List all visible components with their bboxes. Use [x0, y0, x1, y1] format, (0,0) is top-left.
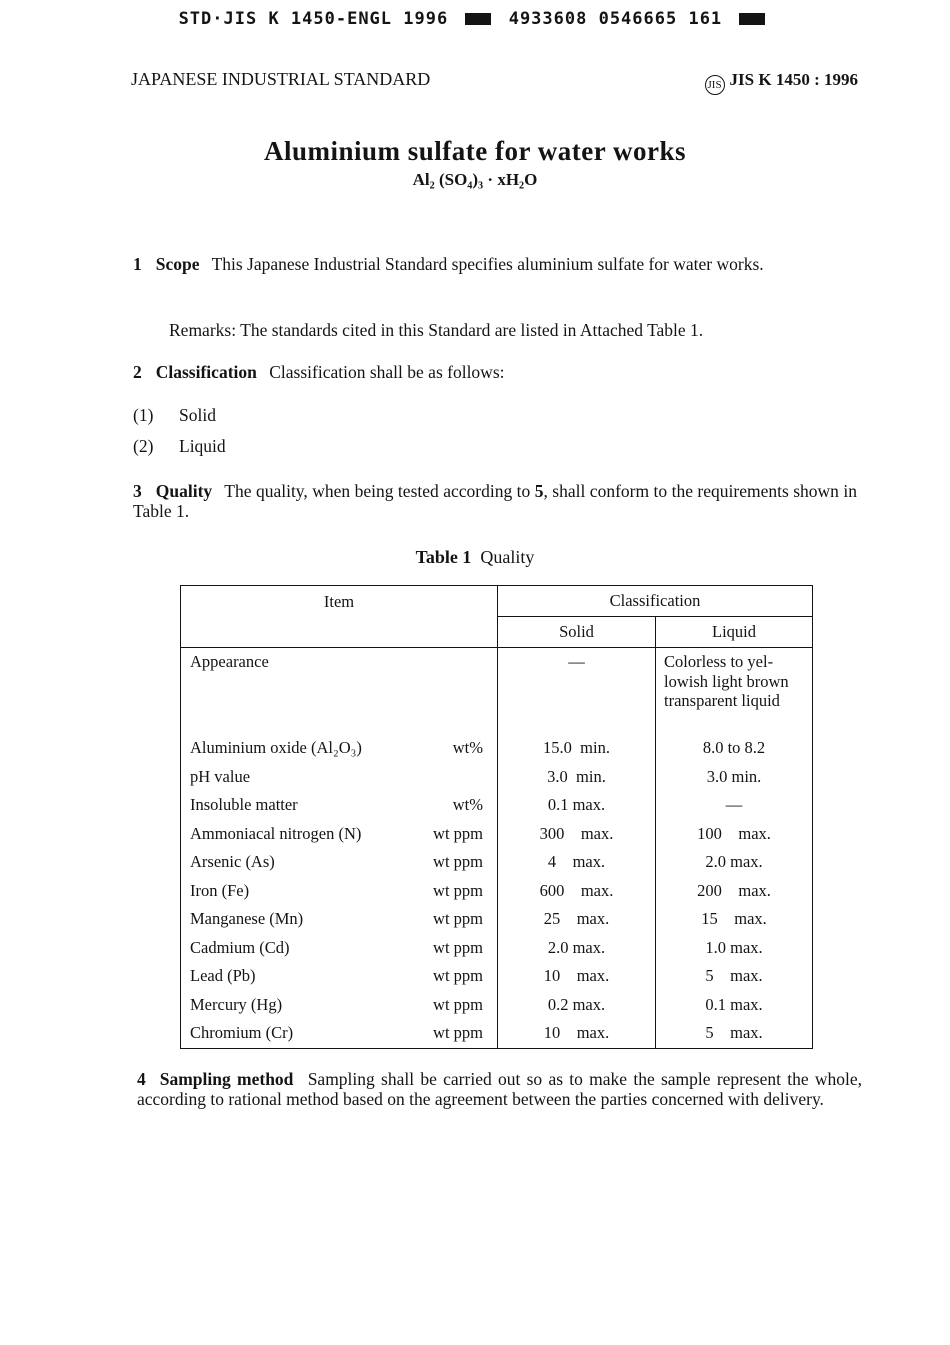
- section-classification: [133, 362, 857, 382]
- cell-unit: wt ppm: [433, 909, 483, 929]
- table-row: [181, 962, 813, 991]
- jis-mark-icon: JIS: [705, 75, 725, 95]
- cell-solid: 15.0 min.: [498, 734, 656, 763]
- column-header-classification: Classification: [498, 586, 813, 617]
- column-header-solid: Solid: [498, 617, 656, 648]
- table-row: [181, 991, 813, 1020]
- cell-solid: 3.0 min.: [498, 763, 656, 792]
- chemical-formula: Al₂ (SO₄)₃ · xH₂O: [412, 170, 538, 189]
- section-text: Sampling shall be carried out so as to make the sample represent the whole, according to rational method based on the agreement between the parties concerned with delivery.: [137, 1069, 863, 1109]
- cell-unit: wt ppm: [433, 937, 483, 957]
- table-row: [181, 877, 813, 906]
- table-caption: [0, 547, 950, 568]
- cell-unit: [411, 763, 498, 792]
- barcode-block-icon: [465, 13, 491, 25]
- column-header-liquid: Liquid: [656, 617, 813, 648]
- section-text: This Japanese Industrial Standard specifies aluminium sulfate for water works.: [211, 254, 764, 274]
- document-id-line: [0, 9, 950, 29]
- section-quality: [133, 481, 857, 521]
- section-heading: Scope: [155, 254, 200, 274]
- section-number: 1: [133, 254, 142, 274]
- cell-solid: 4 max.: [498, 848, 656, 877]
- remarks-note: Remarks: The standards cited in this Standard are listed in Attached Table 1.: [169, 320, 704, 340]
- cell-item: Aluminium oxide (Al₂O₃): [181, 734, 411, 763]
- cell-liquid: 5 max.: [656, 1019, 813, 1048]
- cell-liquid: 2.0 max.: [656, 848, 813, 877]
- table-row: [181, 934, 813, 963]
- table-row: [181, 820, 813, 849]
- cell-liquid: 0.1 max.: [656, 991, 813, 1020]
- section-number: 4: [137, 1069, 146, 1089]
- cell-unit: wt ppm: [433, 852, 483, 872]
- section-scope: [133, 254, 857, 274]
- cell-unit: wt ppm: [433, 994, 483, 1014]
- section-number: 3: [133, 481, 142, 501]
- table-row: [181, 648, 813, 735]
- cell-item: Insoluble matter: [181, 791, 411, 820]
- table-row: [181, 1019, 813, 1048]
- cell-solid: 0.1 max.: [498, 791, 656, 820]
- cell-item: pH value: [181, 763, 411, 792]
- cell-item: Lead (Pb): [181, 962, 411, 991]
- section-number: 2: [133, 362, 142, 382]
- section-heading: Classification: [155, 362, 257, 382]
- page-title: Aluminium sulfate for water works: [264, 136, 686, 166]
- cell-item: Arsenic (As): [181, 848, 411, 877]
- barcode-block-icon: [739, 13, 765, 25]
- table-row: [181, 848, 813, 877]
- standard-number-text: JIS K 1450 : 1996: [729, 70, 858, 89]
- cell-unit: wt ppm: [433, 823, 483, 843]
- cell-liquid: 3.0 min.: [656, 763, 813, 792]
- cell-unit: wt%: [452, 738, 483, 758]
- column-header-item: Item: [181, 586, 498, 648]
- organization-name: JAPANESE INDUSTRIAL STANDARD: [131, 69, 431, 89]
- list-item-number: (2): [133, 436, 154, 456]
- cell-solid: —: [498, 648, 656, 735]
- cell-solid: 600 max.: [498, 877, 656, 906]
- table-row: [181, 763, 813, 792]
- cell-item: Chromium (Cr): [181, 1019, 411, 1048]
- section-reference: 5: [534, 481, 544, 501]
- cell-liquid: 8.0 to 8.2: [656, 734, 813, 763]
- cell-solid: 25 max.: [498, 905, 656, 934]
- list-item-label: Solid: [179, 405, 216, 425]
- section-heading: Sampling method: [159, 1069, 294, 1089]
- cell-solid: 10 max.: [498, 962, 656, 991]
- cell-item: Ammoniacal nitrogen (N): [181, 820, 411, 849]
- cell-unit: wt%: [452, 795, 483, 815]
- cell-unit: wt ppm: [411, 1019, 498, 1048]
- cell-liquid: 1.0 max.: [656, 934, 813, 963]
- list-item: [133, 436, 226, 457]
- document-id-text: STD·JIS K 1450-ENGL 1996: [178, 9, 449, 29]
- cell-solid: 2.0 max.: [498, 934, 656, 963]
- cell-item: Cadmium (Cd): [181, 934, 411, 963]
- cell-liquid: 5 max.: [656, 962, 813, 991]
- list-item-label: Liquid: [179, 436, 226, 456]
- cell-liquid: Colorless to yel- lowish light brown transparent liquid: [656, 648, 813, 735]
- cell-unit: wt ppm: [433, 880, 483, 900]
- section-heading: Quality: [155, 481, 213, 501]
- cell-item: Appearance: [181, 648, 498, 735]
- cell-liquid: 15 max.: [656, 905, 813, 934]
- section-text: Classification shall be as follows:: [269, 362, 505, 382]
- table-caption-label: Table 1: [415, 547, 472, 567]
- list-item: [133, 405, 216, 426]
- cell-liquid: 200 max.: [656, 877, 813, 906]
- cell-liquid: 100 max.: [656, 820, 813, 849]
- table-row: [181, 905, 813, 934]
- quality-table: [180, 585, 813, 1049]
- cell-liquid: —: [656, 791, 813, 820]
- list-item-number: (1): [133, 405, 154, 425]
- section-sampling: [137, 1069, 862, 1109]
- standard-number: [705, 70, 858, 95]
- cell-solid: 10 max.: [498, 1019, 656, 1048]
- cell-solid: 0.2 max.: [498, 991, 656, 1020]
- table-row: [181, 791, 813, 820]
- cell-solid: 300 max.: [498, 820, 656, 849]
- cell-item: Iron (Fe): [181, 877, 411, 906]
- cell-unit: wt ppm: [433, 966, 483, 986]
- cell-item: Manganese (Mn): [181, 905, 411, 934]
- table-row: [181, 734, 813, 763]
- section-text: The quality, when being tested according to: [224, 481, 535, 501]
- document-id-code: 4933608 0546665 161: [508, 9, 723, 29]
- cell-item: Mercury (Hg): [181, 991, 411, 1020]
- section-text: , shall conform to the requirements shown in Table 1.: [133, 481, 857, 521]
- table-caption-text: Quality: [480, 547, 535, 567]
